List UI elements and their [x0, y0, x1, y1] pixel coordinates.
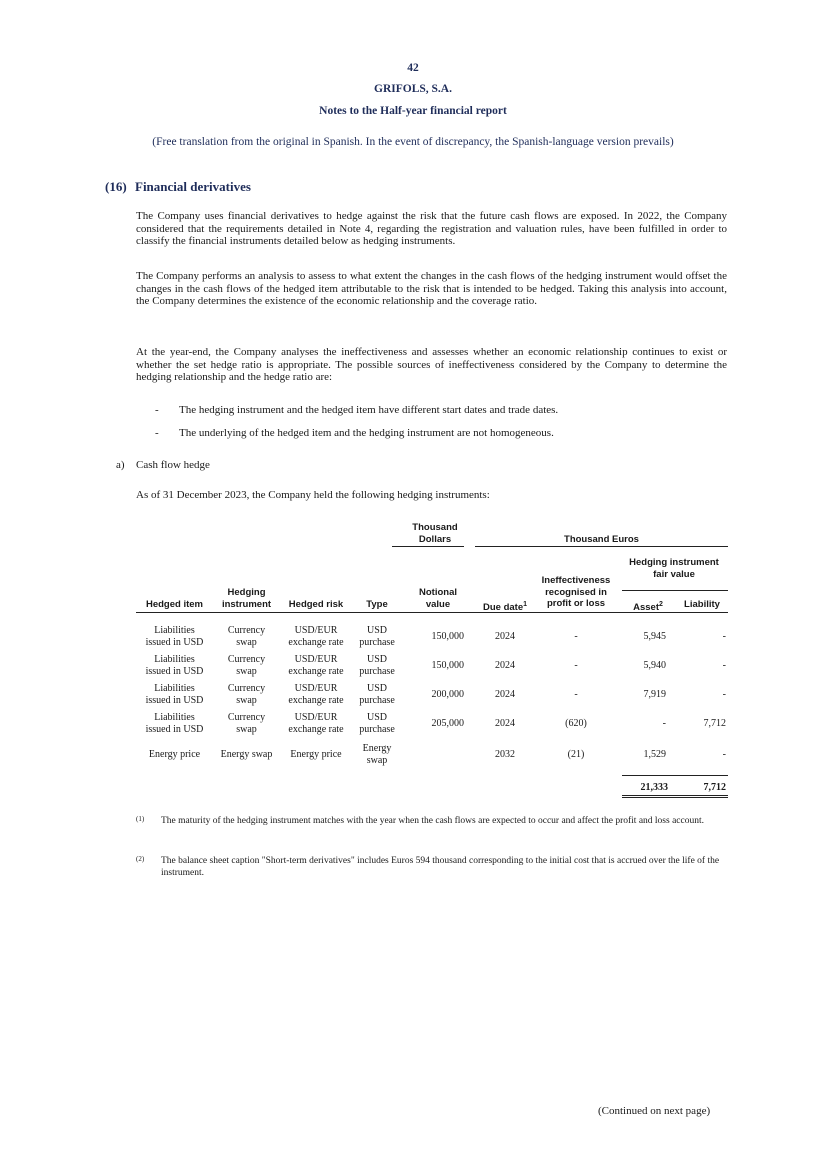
cell-type: USD purchase	[359, 712, 395, 735]
cell-ineffectiveness: (620)	[565, 718, 587, 729]
table-intro: As of 31 December 2023, the Company held the following hedging instruments:	[136, 489, 490, 501]
cell-instrument: Currency swap	[227, 625, 266, 648]
cell-type: USD purchase	[359, 683, 395, 706]
cell-risk: USD/EUR exchange rate	[288, 712, 344, 735]
cell-liability: -	[722, 689, 726, 700]
footnote-text: The balance sheet caption "Short-term derivatives" includes Euros 594 thousand corresponding to the initial cost that is accrued over the life of the instrument.	[161, 856, 720, 878]
cell-instrument: Currency swap	[227, 683, 266, 706]
header-line: profit or loss	[546, 598, 606, 609]
cell-instrument: Currency swap	[227, 712, 266, 735]
bullet-marker: -	[155, 404, 159, 416]
paragraph-2: The Company performs an analysis to assess to what extent the changes in the cash flows of the hedging instrument would offset the changes in the cash flows of the hedged item attributable to the risk that is intended to be hedged. Taking this analysis into account, the Company determines the existence of the economic relationship and the coverage ratio.	[136, 270, 727, 308]
cell-instrument: Energy swap	[220, 749, 273, 760]
rule	[622, 590, 728, 591]
cell-hedged-item: Liabilities issued in USD	[145, 654, 204, 677]
footnote-ref: 1	[523, 601, 528, 608]
continued-note: (Continued on next page)	[598, 1105, 711, 1117]
cell-due-date: 2024	[495, 689, 515, 700]
cell-liability: 7,712	[703, 718, 726, 729]
header-line: Notional	[419, 587, 457, 598]
cell-notional: 150,000	[431, 631, 464, 642]
cell-asset: -	[662, 718, 666, 729]
cell-liability: -	[722, 749, 726, 760]
header-rule	[136, 612, 728, 613]
cell-liability: -	[722, 660, 726, 671]
header-line: Ineffectiveness	[541, 575, 611, 586]
company-name: GRIFOLS, S.A.	[374, 83, 452, 95]
cell-hedged-item: Liabilities issued in USD	[145, 712, 204, 735]
cell-asset: 7,919	[643, 689, 666, 700]
cell-asset: 5,940	[643, 660, 666, 671]
header-line: recognised in	[545, 586, 607, 598]
cell-instrument: Currency swap	[227, 654, 266, 677]
cell-risk: USD/EUR exchange rate	[288, 654, 344, 677]
total-double-rule	[622, 795, 728, 798]
cell-type: Energy swap	[362, 743, 392, 766]
col-hedged-item: Hedged item	[145, 599, 203, 610]
cell-due-date: 2024	[495, 718, 515, 729]
cell-risk: USD/EUR exchange rate	[288, 683, 344, 706]
cell-notional: 200,000	[431, 689, 464, 700]
cell-hedged-item: Energy price	[148, 749, 201, 760]
section-title: Financial derivatives	[135, 179, 251, 194]
rule	[475, 546, 728, 547]
header-text: Due date	[482, 602, 524, 614]
header-line: Hedging instrument	[629, 557, 719, 568]
subsection-label: a)	[116, 459, 125, 471]
paragraph-1: The Company uses financial derivatives to hedge against the risk that the future cash flows are exposed. In 2022, the Company considered that the requirements detailed in Note 4, regarding the registration and valuation rules, have been fulfilled in order to classify the financial instruments detailed below as hedging instruments.	[136, 210, 727, 248]
cell-notional: 205,000	[431, 718, 464, 729]
header-line: fair value	[653, 568, 695, 580]
bullet-text: The underlying of the hedged item and the hedging instrument are not homogeneous.	[179, 427, 554, 439]
col-notional	[402, 587, 474, 610]
bullet-marker: -	[155, 427, 159, 439]
fair-value-header	[618, 557, 730, 580]
rule	[392, 546, 464, 547]
cell-hedged-item: Liabilities issued in USD	[145, 625, 204, 648]
header-line: value	[425, 598, 451, 610]
cell-ineffectiveness: (21)	[567, 749, 585, 760]
total-rule	[622, 775, 728, 776]
cell-type: USD purchase	[359, 654, 395, 677]
section-number: (16)	[105, 179, 127, 194]
footnote-text: The maturity of the hedging instrument matches with the year when the cash flows are expected to occur and affect the profit and loss account.	[161, 816, 704, 826]
subsection-title: Cash flow hedge	[136, 459, 210, 471]
header-line: Hedging	[227, 587, 266, 598]
total-asset: 21,333	[640, 782, 668, 793]
cell-due-date: 2024	[495, 660, 515, 671]
cell-asset: 1,529	[643, 749, 666, 760]
header-text: Asset	[633, 602, 659, 614]
cell-asset: 5,945	[643, 631, 666, 642]
page-number: 42	[407, 62, 419, 74]
cell-liability: -	[722, 631, 726, 642]
cell-ineffectiveness: -	[574, 689, 578, 700]
cell-hedged-item: Liabilities issued in USD	[145, 683, 204, 706]
cell-type: USD purchase	[359, 625, 395, 648]
header-line: Dollars	[418, 533, 452, 545]
header-line: instrument	[221, 598, 272, 610]
col-hedging-instrument	[213, 587, 280, 610]
col-type: Type	[366, 599, 388, 610]
total-liability: 7,712	[703, 782, 726, 793]
cell-notional: 150,000	[431, 660, 464, 671]
col-ineffectiveness	[535, 575, 617, 610]
footnote-marker: (1)	[136, 815, 145, 823]
cell-risk: USD/EUR exchange rate	[288, 625, 344, 648]
cell-due-date: 2032	[495, 749, 515, 760]
cell-ineffectiveness: -	[574, 631, 578, 642]
report-title: Notes to the Half-year financial report	[319, 105, 507, 117]
col-liability: Liability	[684, 599, 720, 610]
cell-ineffectiveness: -	[574, 660, 578, 671]
translation-disclaimer: (Free translation from the original in Spanish. In the event of discrepancy, the Spanish-language version prevails)	[152, 136, 674, 148]
thousand-dollars-header	[395, 522, 475, 545]
header-line: Thousand	[412, 522, 458, 533]
cell-due-date: 2024	[495, 631, 515, 642]
footnote-ref: 2	[658, 601, 663, 608]
bullet-text: The hedging instrument and the hedged item have different start dates and trade dates.	[179, 404, 559, 416]
cell-risk: Energy price	[290, 749, 342, 760]
paragraph-3: At the year-end, the Company analyses the ineffectiveness and assesses whether an economic relationship continues to exist or whether the set hedge ratio is appropriate. The possible sources of ineffectiveness considered by the Company to determine the hedging relationship and the hedge ratio are:	[136, 346, 727, 384]
col-hedged-risk: Hedged risk	[288, 599, 344, 610]
thousand-euros-header: Thousand Euros	[564, 534, 639, 545]
footnote-marker: (2)	[136, 855, 145, 863]
